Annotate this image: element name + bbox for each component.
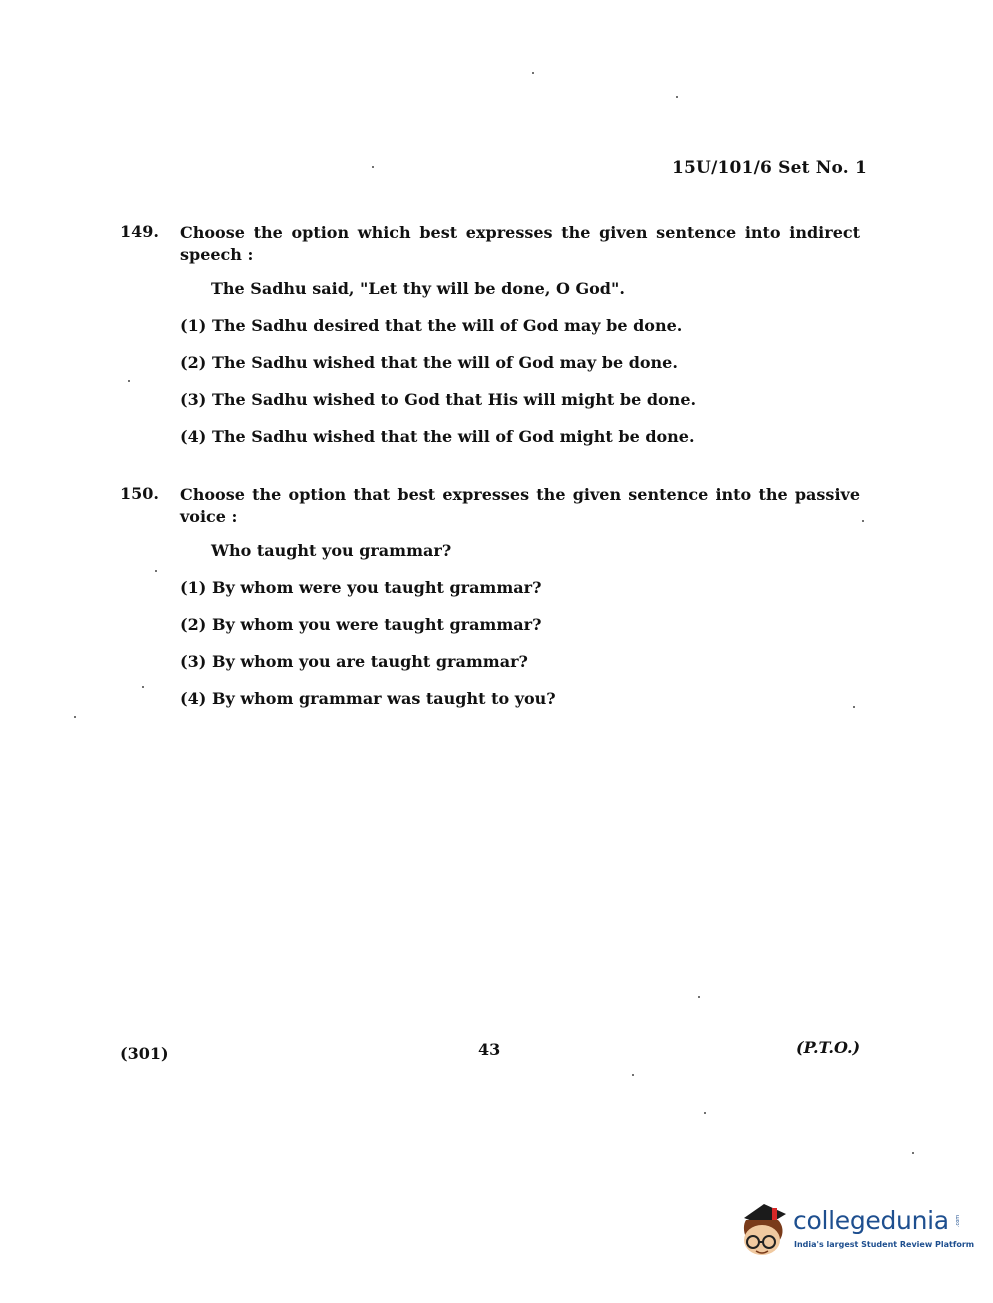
option-text: The Sadhu wished that the will of God may be done. (212, 353, 678, 372)
option-item (180, 651, 860, 673)
scan-speck (853, 706, 855, 708)
scan-speck (676, 96, 678, 98)
question-sentence: Who taught you grammar? (211, 541, 452, 560)
scan-speck (704, 1112, 706, 1114)
scan-speck (532, 72, 534, 74)
option-number: (1) (180, 316, 207, 335)
scan-speck (372, 166, 374, 168)
option-number: (3) (180, 390, 207, 409)
brand-suffix: .com (955, 1214, 962, 1228)
question-number: 150. (120, 484, 159, 503)
brand-tagline: India's largest Student Review Platform (794, 1240, 975, 1249)
scan-speck (632, 1074, 634, 1076)
option-number: (4) (180, 689, 207, 708)
option-text: By whom grammar was taught to you? (212, 689, 556, 708)
question-number: 149. (120, 222, 159, 241)
option-item (180, 389, 860, 411)
option-number: (3) (180, 652, 207, 671)
set-number: 15U/101/6 Set No. 1 (672, 158, 868, 178)
option-text: The Sadhu wished that the will of God might be done. (212, 427, 695, 446)
option-item (180, 577, 860, 599)
option-text: The Sadhu desired that the will of God may be done. (212, 316, 683, 335)
question-149 (120, 222, 860, 448)
pto-label: (P.T.O.) (796, 1038, 861, 1057)
option-item (180, 352, 860, 374)
option-item (180, 688, 860, 710)
page-number: 43 (478, 1040, 501, 1059)
option-number: (4) (180, 427, 207, 446)
question-prompt: Choose the option which best expresses the given sentence into indirect speech : (180, 223, 860, 264)
option-list (180, 315, 860, 448)
option-item (180, 614, 860, 636)
option-list (180, 577, 860, 710)
option-number: (2) (180, 353, 207, 372)
collegedunia-watermark (738, 1196, 975, 1260)
option-text: The Sadhu wished to God that His will might be done. (212, 390, 697, 409)
question-150 (120, 484, 860, 710)
scan-speck (698, 996, 700, 998)
brand-name: collegedunia (793, 1206, 949, 1235)
option-text: By whom you were taught grammar? (212, 615, 542, 634)
scan-speck (912, 1152, 914, 1154)
question-prompt: Choose the option that best expresses the given sentence into the passive voice : (180, 485, 860, 526)
option-text: By whom were you taught grammar? (212, 578, 542, 597)
scan-speck (74, 716, 76, 718)
option-number: (1) (180, 578, 207, 597)
paper-code: (301) (120, 1044, 169, 1063)
option-number: (2) (180, 615, 207, 634)
scan-speck (155, 570, 157, 572)
scan-speck (142, 686, 144, 688)
question-sentence: The Sadhu said, "Let thy will be done, O God". (211, 279, 625, 298)
option-text: By whom you are taught grammar? (212, 652, 528, 671)
option-item (180, 315, 860, 337)
option-item (180, 426, 860, 448)
scan-speck (862, 520, 864, 522)
collegedunia-mascot-icon (738, 1196, 790, 1260)
scan-speck (128, 380, 130, 382)
